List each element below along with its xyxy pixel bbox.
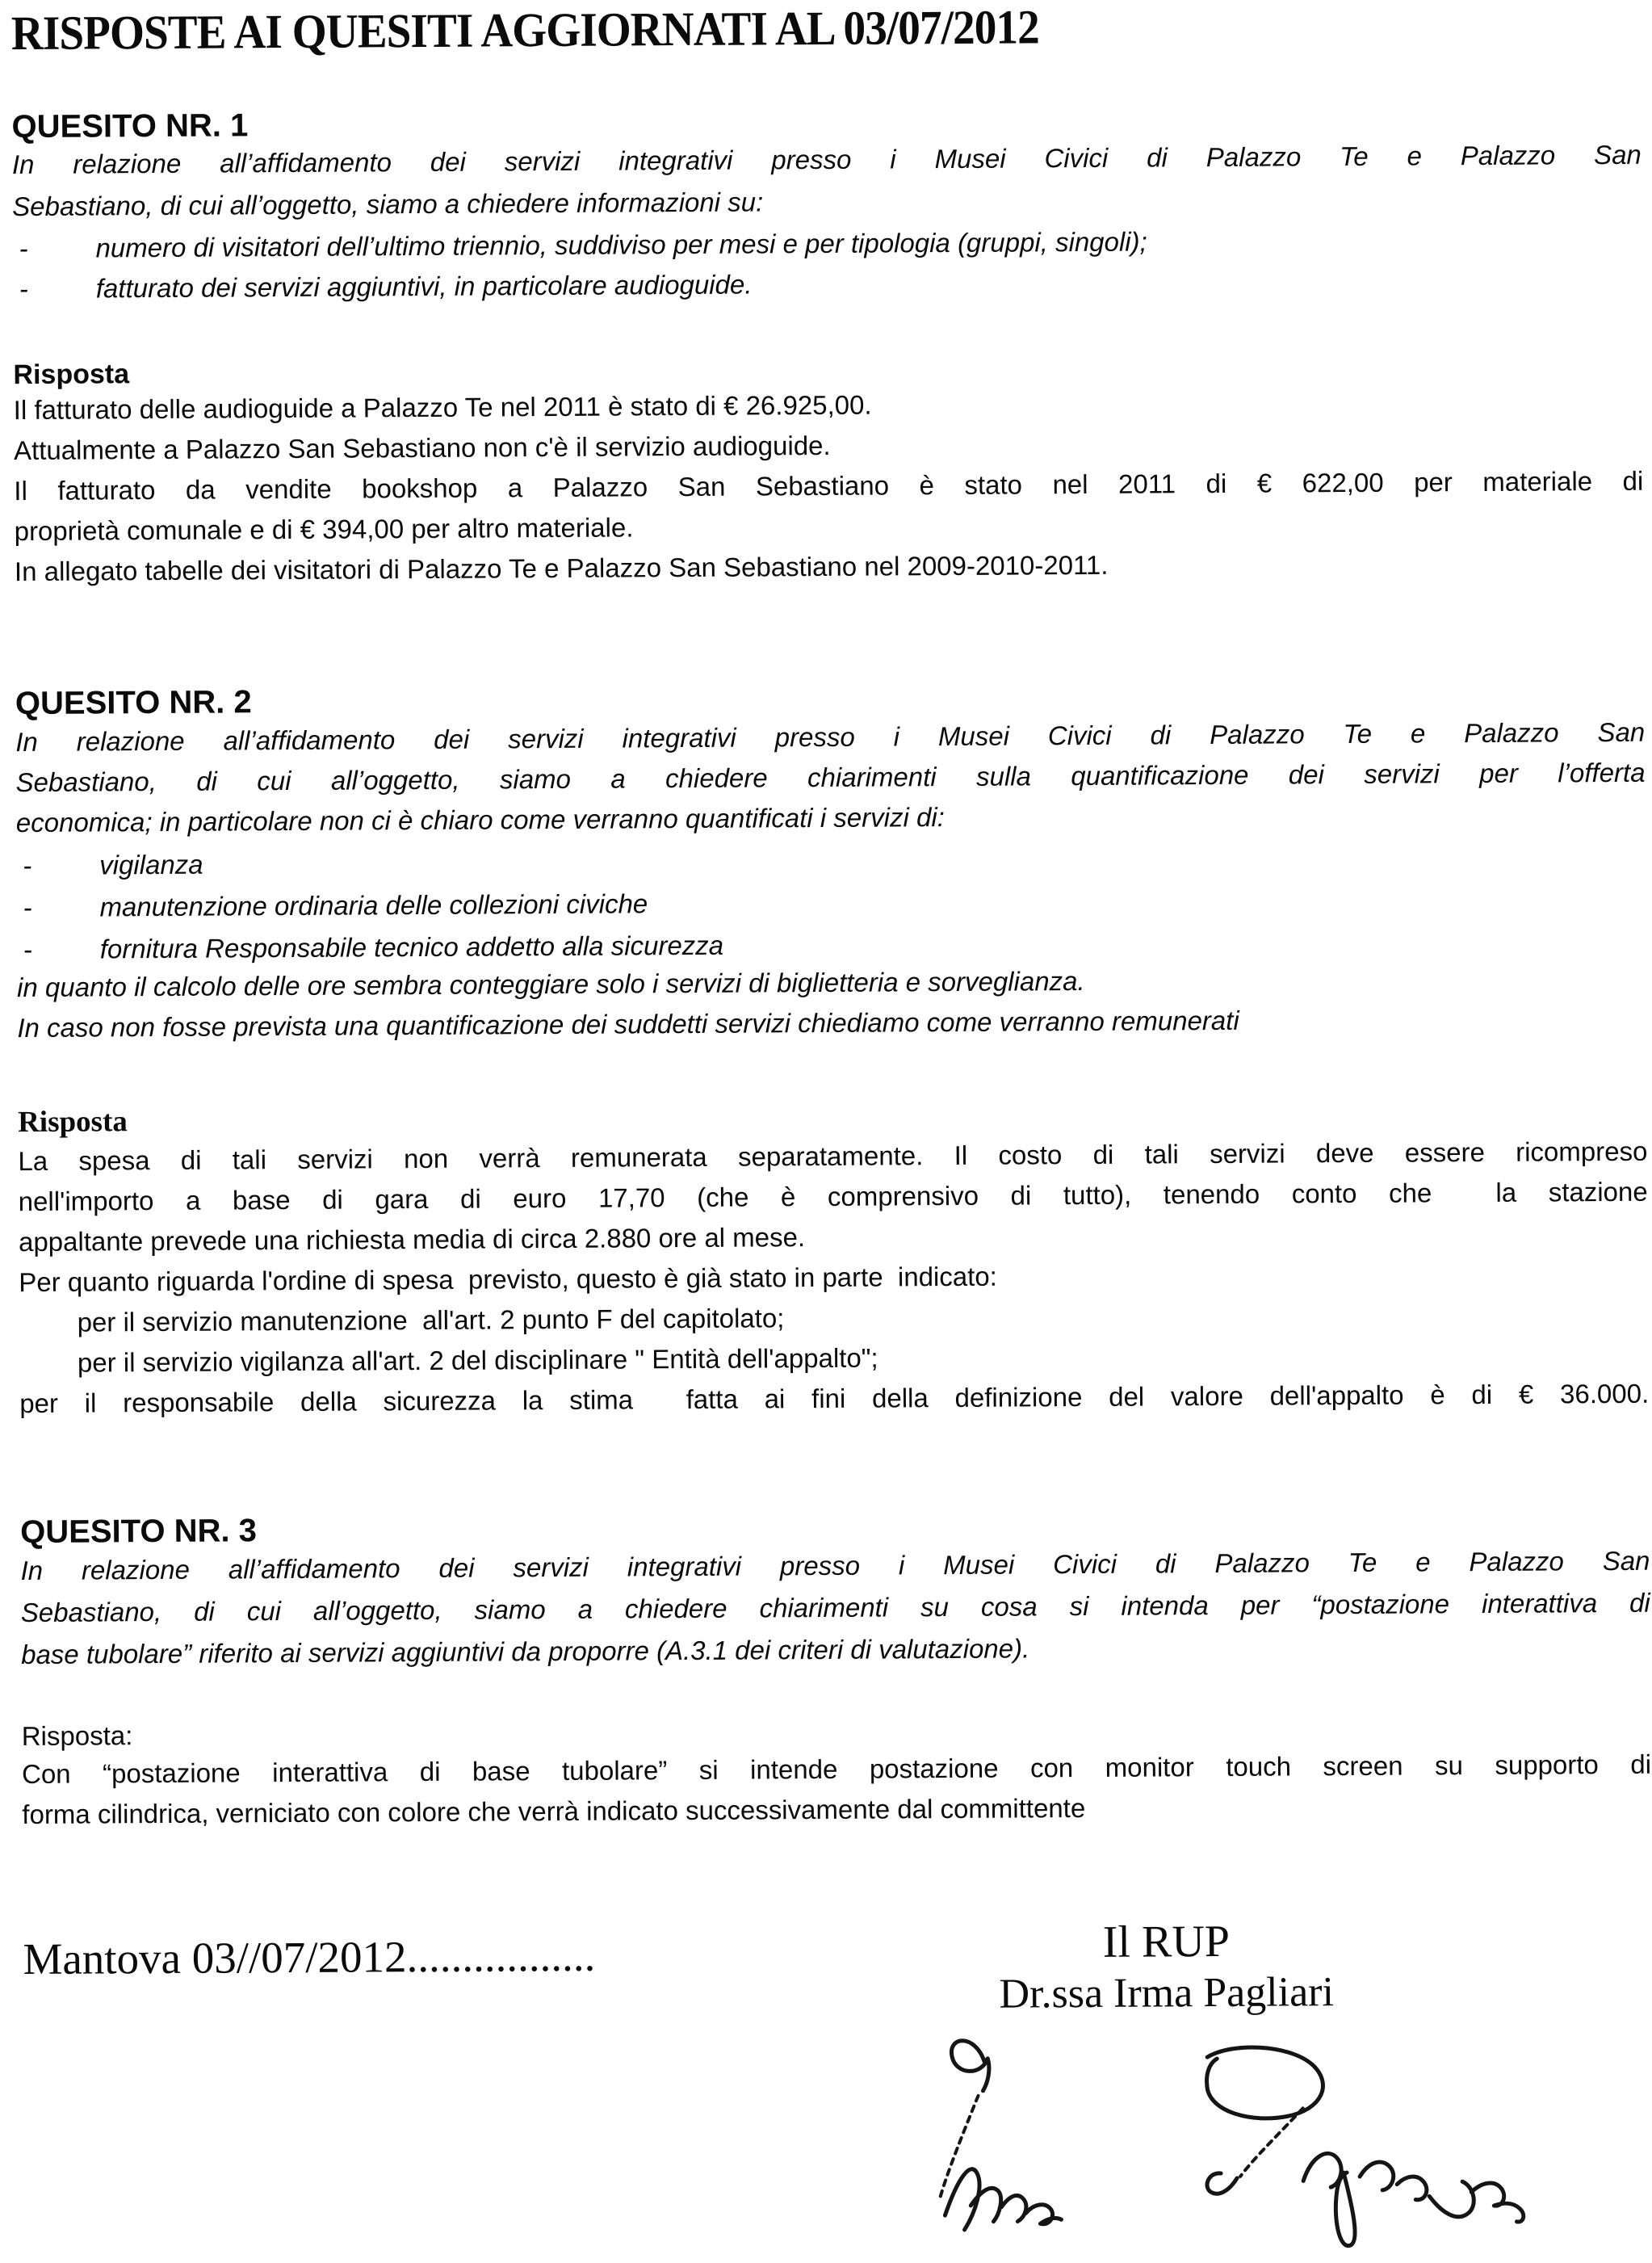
signature-stroke xyxy=(1206,2047,1323,2118)
footer-place-date: Mantova 03//07/2012................. xyxy=(23,1930,596,1984)
text-line: In relazione all’affidamento dei servizi integrativi presso i Musei Civici di Palazzo Te e Palazzo San xyxy=(15,716,1646,758)
risposta-3-heading: Risposta: xyxy=(21,1720,133,1752)
bullet-marker: - xyxy=(23,892,32,923)
document-title xyxy=(10,0,1641,61)
quesito-2-paragraph xyxy=(15,712,1646,843)
text-line: Sebastiano, di cui all’oggetto, siamo a chiedere informazioni su: xyxy=(12,187,764,222)
quesito-1-bullets xyxy=(12,219,1642,309)
text-line: per il servizio vigilanza all'art. 2 del disciplinare " Entità dell'appalto"; xyxy=(77,1342,878,1378)
signature-irma-pagliari-svg xyxy=(923,2008,1562,2254)
text-line: appaltante prevede una richiesta media di circa 2.880 ore al mese. xyxy=(18,1222,806,1257)
quesito-2-heading: QUESITO NR. 2 xyxy=(15,684,252,722)
bullet-marker: - xyxy=(23,934,32,965)
signature-stroke xyxy=(1303,2152,1524,2246)
bullet-marker: - xyxy=(23,850,32,881)
text-line: In relazione all’affidamento dei servizi integrativi presso i Musei Civici di Palazzo Te e Palazzo San xyxy=(11,139,1642,180)
risposta-2-paragraph xyxy=(18,1132,1649,1424)
footer-signature-block xyxy=(932,1916,1401,2022)
quesito-3-paragraph xyxy=(20,1540,1650,1676)
text-line: Per quanto riguarda l'ordine di spesa previsto, questo è già stato in parte indicato: xyxy=(19,1261,997,1298)
signature-stroke xyxy=(945,2169,1061,2230)
signature-stroke xyxy=(951,2040,989,2091)
signature-handwriting xyxy=(923,2008,1562,2254)
text-line: in quanto il calcolo delle ore sembra conteggiare solo i servizi di biglietteria e sorveglianza. xyxy=(16,965,1085,1003)
text-line: Con “postazione interattiva di base tubolare” si intende postazione con monitor touch screen su supporto di xyxy=(21,1749,1652,1790)
risposta-1-heading: Risposta xyxy=(13,359,130,391)
text-line: Il fatturato da vendite bookshop a Palazzo San Sebastiano è stato nel 2011 di € 622,00 per materiale di xyxy=(14,465,1644,506)
bullet-text: vigilanza xyxy=(99,849,203,880)
bullet-text: numero di visitatori dell’ultimo triennio, suddiviso per mesi e per tipologia (gruppi, singoli); xyxy=(95,226,1147,263)
bullet-text: manutenzione ordinaria delle collezioni civiche xyxy=(99,888,648,922)
quesito-2-paragraph-continuation xyxy=(17,958,1647,1048)
footer-rup-name: Dr.ssa Irma Pagliari xyxy=(999,1969,1335,2017)
text-line: forma cilindrica, verniciato con colore che verrà indicato successivamente dal committente xyxy=(22,1793,1086,1830)
text-line: In caso non fosse prevista una quantificazione dei suddetti servizi chiediamo come verranno remunerati xyxy=(17,1005,1239,1043)
bullet-text: fatturato dei servizi aggiuntivi, in particolare audioguide. xyxy=(95,269,753,304)
text-line: La spesa di tali servizi non verrà remunerata separatamente. Il costo di tali servizi deve essere ricompreso xyxy=(18,1136,1648,1177)
text-line: Attualmente a Palazzo San Sebastiano non c'è il servizio audioguide. xyxy=(13,430,831,466)
bullet-text: fornitura Responsabile tecnico addetto alla sicurezza xyxy=(99,930,724,964)
risposta-2-heading: Risposta xyxy=(17,1105,128,1140)
document-title-text: RISPOSTE AI QUESITI AGGIORNATI AL 03/07/2012 xyxy=(10,0,1039,61)
quesito-1-heading: QUESITO NR. 1 xyxy=(11,107,249,145)
text-line: nell'importo a base di gara di euro 17,70 (che è comprensivo di tutto), tenendo conto che la stazione xyxy=(18,1176,1648,1217)
text-line: Sebastiano, di cui all’oggetto, siamo a chiedere chiarimenti su cosa si intenda per “postazione interattiva di xyxy=(20,1587,1650,1628)
quesito-2-bullets xyxy=(16,835,1646,971)
quesito-3-heading: QUESITO NR. 3 xyxy=(20,1513,258,1551)
text-line: base tubolare” riferito ai servizi aggiuntivi da proporre (A.3.1 dei criteri di valutazione). xyxy=(21,1633,1030,1670)
risposta-3-paragraph xyxy=(22,1744,1652,1835)
text-line: Il fatturato delle audioguide a Palazzo Te nel 2011 è stato di € 26.925,00. xyxy=(13,389,872,426)
text-line: Sebastiano, di cui all’oggetto, siamo a chiedere chiarimenti sulla quantificazione dei servizi per l’offerta xyxy=(15,757,1646,798)
risposta-1-paragraph xyxy=(14,380,1644,592)
text-line: In allegato tabelle dei visitatori di Palazzo Te e Palazzo San Sebastiano nel 2009-2010-2011. xyxy=(14,549,1109,587)
bullet-marker: - xyxy=(19,273,28,304)
signature-stroke xyxy=(1207,2173,1237,2194)
text-line: In relazione all’affidamento dei servizi integrativi presso i Musei Civici di Palazzo Te e Palazzo San xyxy=(20,1545,1650,1586)
text-line: economica; in particolare non ci è chiaro come verranno quantificati i servizi di: xyxy=(15,802,945,838)
text-line: proprietà comunale e di € 394,00 per altro materiale. xyxy=(14,512,634,547)
text-line: per il responsabile della sicurezza la stima fatta ai fini della definizione del valore dell'appalto è di € 36.000. xyxy=(19,1378,1650,1419)
footer-rup-title: Il RUP xyxy=(1102,1916,1231,1967)
quesito-1-paragraph xyxy=(12,134,1642,228)
bullet-marker: - xyxy=(19,233,28,264)
text-line: per il servizio manutenzione all'art. 2 punto F del capitolato; xyxy=(77,1303,785,1337)
